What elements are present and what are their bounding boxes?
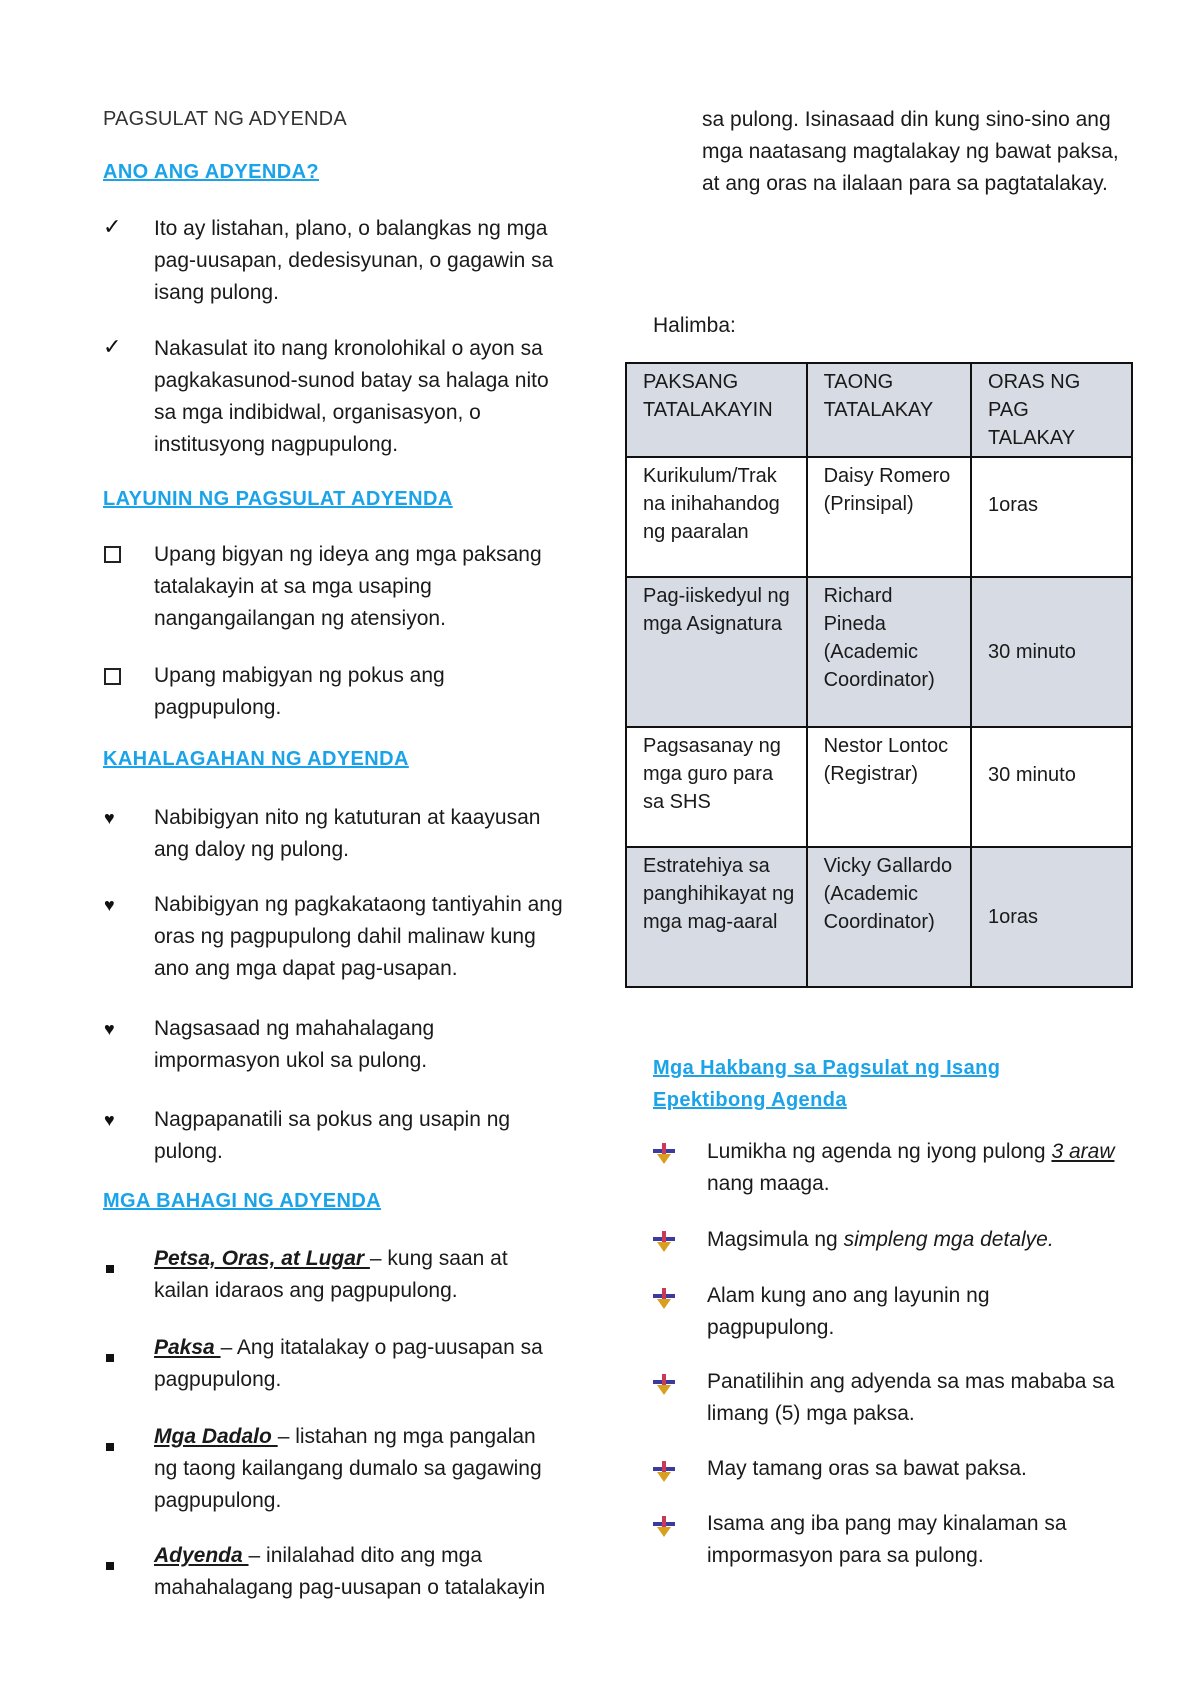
checkbox-icon bbox=[104, 546, 121, 569]
table-cell: Estratehiya sa panghihikayat ng mga mag-aaral bbox=[626, 847, 807, 987]
agenda-example-table bbox=[625, 362, 1133, 988]
table-cell: Nestor Lontoc (Registrar) bbox=[807, 727, 971, 847]
column-header: TAONG TATALAKAY bbox=[807, 363, 971, 457]
arrow-down-icon bbox=[653, 1374, 675, 1402]
continuation-paragraph: sa pulong. Isinasaad din kung sino-sino ang mga naatasang magtalakay ng bawat paksa, at ang oras na ilalaan para sa pagtatalakay. bbox=[702, 108, 1119, 195]
square-bullet-icon bbox=[106, 1434, 114, 1457]
table-row bbox=[626, 847, 1132, 987]
list-item: May tamang oras sa bawat paksa. bbox=[707, 1457, 1027, 1480]
arrow-down-icon bbox=[653, 1288, 675, 1316]
table-cell: 1oras bbox=[971, 847, 1132, 987]
list-item: Isama ang iba pang may kinalaman sa impormasyon para sa pulong. bbox=[707, 1512, 1067, 1567]
list-item: Mga Dadalo – listahan ng mga pangalan ng taong kailangang dumalo sa gagawing pagpupulong. bbox=[154, 1425, 542, 1512]
list-item: Adyenda – inilalahad dito ang mga mahahalagang pag-uusapan o tatalakayin bbox=[154, 1544, 546, 1599]
list-item: Nakasulat ito nang kronolohikal o ayon sa pagkakasunod-sunod batay sa halaga nito sa mga indibidwal, organisasyon, o institusyong nagpupulong. bbox=[154, 337, 549, 456]
list-item: Petsa, Oras, at Lugar – kung saan at kailan idaraos ang pagpupulong. bbox=[154, 1247, 508, 1302]
square-bullet-icon bbox=[106, 1256, 114, 1279]
table-cell: Pagsasanay ng mga guro para sa SHS bbox=[626, 727, 807, 847]
list-item: Magsimula ng simpleng mga detalye. bbox=[707, 1228, 1054, 1251]
list-item: Nabibigyan nito ng katuturan at kaayusan ang daloy ng pulong. bbox=[154, 806, 541, 861]
column-header: ORAS NG PAG TALAKAY bbox=[971, 363, 1132, 457]
heart-icon: ♥ bbox=[104, 895, 115, 915]
check-icon: ✓ bbox=[103, 334, 122, 359]
heading-mga-bahagi: MGA BAHAGI NG ADYENDA bbox=[103, 1190, 382, 1212]
list-item: Ito ay listahan, plano, o balangkas ng mga pag-uusapan, dedesisyunan, o gagawin sa isang pulong. bbox=[154, 217, 554, 304]
table-row bbox=[626, 577, 1132, 727]
heading-kahalagahan: KAHALAGAHAN NG ADYENDA bbox=[103, 748, 409, 770]
table-cell: 30 minuto bbox=[971, 727, 1132, 847]
list-item: Paksa – Ang itatalakay o pag-uusapan sa pagpupulong. bbox=[154, 1336, 543, 1391]
table-row bbox=[626, 727, 1132, 847]
square-bullet-icon bbox=[106, 1553, 114, 1576]
example-label: Halimba: bbox=[653, 314, 736, 337]
list-item: Upang bigyan ng ideya ang mga paksang tatalakayin at sa mga usaping nangangailangan ng atensiyon. bbox=[154, 543, 542, 630]
list-item: Alam kung ano ang layunin ng pagpupulong. bbox=[707, 1284, 990, 1339]
list-item: Nagsasaad ng mahahalagang impormasyon ukol sa pulong. bbox=[154, 1017, 435, 1072]
list-item: Nagpapanatili sa pokus ang usapin ng pulong. bbox=[154, 1108, 511, 1163]
table-cell: 1oras bbox=[971, 457, 1132, 577]
column-header: PAKSANG TATALAKAYIN bbox=[626, 363, 807, 457]
arrow-down-icon bbox=[653, 1516, 675, 1544]
arrow-down-icon bbox=[653, 1461, 675, 1489]
heart-icon: ♥ bbox=[104, 808, 115, 828]
list-item: Lumikha ng agenda ng iyong pulong 3 araw nang maaga. bbox=[707, 1140, 1115, 1195]
table-cell: Vicky Gallardo (Academic Coordinator) bbox=[807, 847, 971, 987]
table-header-row bbox=[626, 363, 1132, 457]
heading-ano-ang-adyenda: ANO ANG ADYENDA? bbox=[103, 161, 320, 183]
table-cell: 30 minuto bbox=[971, 577, 1132, 727]
heart-icon: ♥ bbox=[104, 1019, 115, 1039]
heading-mga-hakbang: Mga Hakbang sa Pagsulat ng Isang Epektibong Agenda bbox=[653, 1057, 1001, 1111]
table-row bbox=[626, 457, 1132, 577]
heart-icon: ♥ bbox=[104, 1110, 115, 1130]
list-item: Panatilihin ang adyenda sa mas mababa sa limang (5) mga paksa. bbox=[707, 1370, 1115, 1425]
heading-layunin: LAYUNIN NG PAGSULAT ADYENDA bbox=[103, 488, 453, 510]
table-cell: Daisy Romero (Prinsipal) bbox=[807, 457, 971, 577]
checkbox-icon bbox=[104, 668, 121, 691]
table-cell: Richard Pineda (Academic Coordinator) bbox=[807, 577, 971, 727]
list-item: Upang mabigyan ng pokus ang pagpupulong. bbox=[154, 664, 445, 719]
check-icon: ✓ bbox=[103, 214, 122, 239]
document-title: PAGSULAT NG ADYENDA bbox=[103, 108, 347, 130]
arrow-down-icon bbox=[653, 1143, 675, 1171]
square-bullet-icon bbox=[106, 1345, 114, 1368]
table-cell: Kurikulum/Trak na inihahandog ng paaralan bbox=[626, 457, 807, 577]
arrow-down-icon bbox=[653, 1231, 675, 1259]
list-item: Nabibigyan ng pagkakataong tantiyahin ang oras ng pagpupulong dahil malinaw kung ano ang mga dapat pag-usapan. bbox=[154, 893, 563, 980]
table-cell: Pag-iiskedyul ng mga Asignatura bbox=[626, 577, 807, 727]
